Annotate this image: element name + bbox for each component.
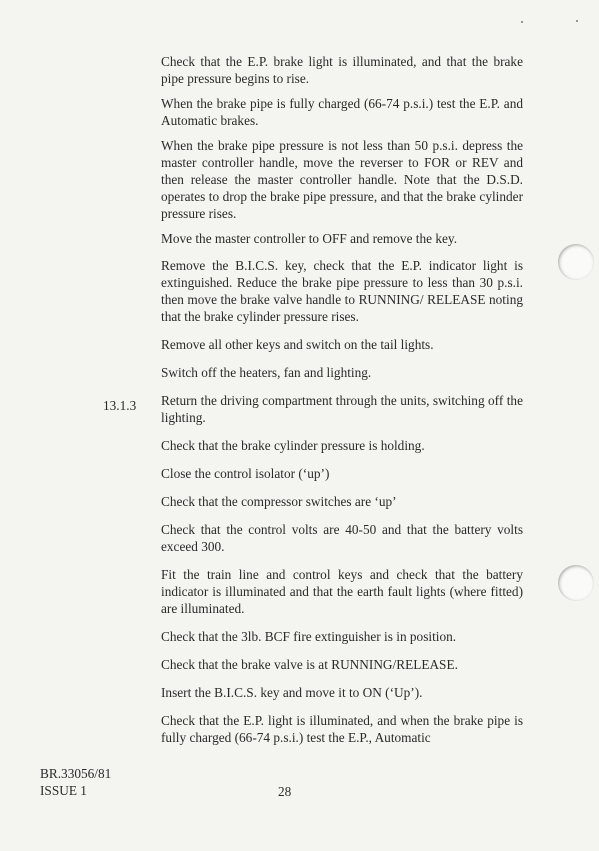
document-reference: BR.33056/81	[40, 766, 112, 781]
paragraph: Check that the E.P. light is illuminated, and when the brake pipe is fully charged (66-74 p.s.i.) test the E.P., Automatic	[161, 713, 523, 745]
paragraph: Remove all other keys and switch on the tail lights.	[161, 337, 434, 352]
paragraph: Switch off the heaters, fan and lighting.	[161, 365, 372, 380]
paragraph: When the brake pipe is fully charged (66-74 p.s.i.) test the E.P. and Automatic brakes.	[161, 96, 523, 128]
paragraph: Check that the 3lb. BCF fire extinguisher is in position.	[161, 629, 457, 644]
document-body	[161, 53, 523, 754]
paragraph: Check that the control volts are 40-50 and that the battery volts exceed 300.	[161, 522, 523, 554]
punch-hole	[558, 565, 594, 601]
paragraph: Check that the brake valve is at RUNNING/RELEASE.	[161, 657, 458, 672]
document-footer	[40, 765, 111, 799]
paragraph: Remove the B.I.C.S. key, check that the E.P. indicator light is extinguished. Reduce the brake pipe pressure to less than 30 p.s.i. then move the brake valve handle to RUNNING/ RELEASE noting that the brake cylinder pressure rises.	[161, 258, 523, 324]
section-number: 13.1.3	[103, 398, 137, 413]
paragraph: Check that the E.P. brake light is illuminated, and that the brake pipe pressure begins to rise.	[161, 54, 523, 86]
paragraph: Insert the B.I.C.S. key and move it to ON (‘Up’).	[161, 685, 423, 700]
page-number: 28	[278, 784, 292, 799]
issue-number: ISSUE 1	[40, 783, 87, 798]
paper-speck	[521, 21, 523, 23]
paper-speck	[576, 20, 578, 22]
punch-hole	[558, 244, 594, 280]
paragraph: Fit the train line and control keys and check that the battery indicator is illuminated and that the earth fault lights (where fitted) are illuminated.	[161, 567, 523, 616]
paragraph: Move the master controller to OFF and remove the key.	[161, 231, 458, 246]
paragraph: Check that the brake cylinder pressure is holding.	[161, 438, 425, 453]
paragraph: Close the control isolator (‘up’)	[161, 466, 330, 481]
paragraph: Return the driving compartment through the units, switching off the lighting.	[161, 393, 523, 425]
paragraph: Check that the compressor switches are ‘up’	[161, 494, 397, 509]
paragraph: When the brake pipe pressure is not less than 50 p.s.i. depress the master controller handle, move the reverser to FOR or REV and then release the master controller handle. Note that the D.S.D. operates to drop the brake pipe pressure, and that the brake cylinder pressure rises.	[161, 138, 523, 221]
